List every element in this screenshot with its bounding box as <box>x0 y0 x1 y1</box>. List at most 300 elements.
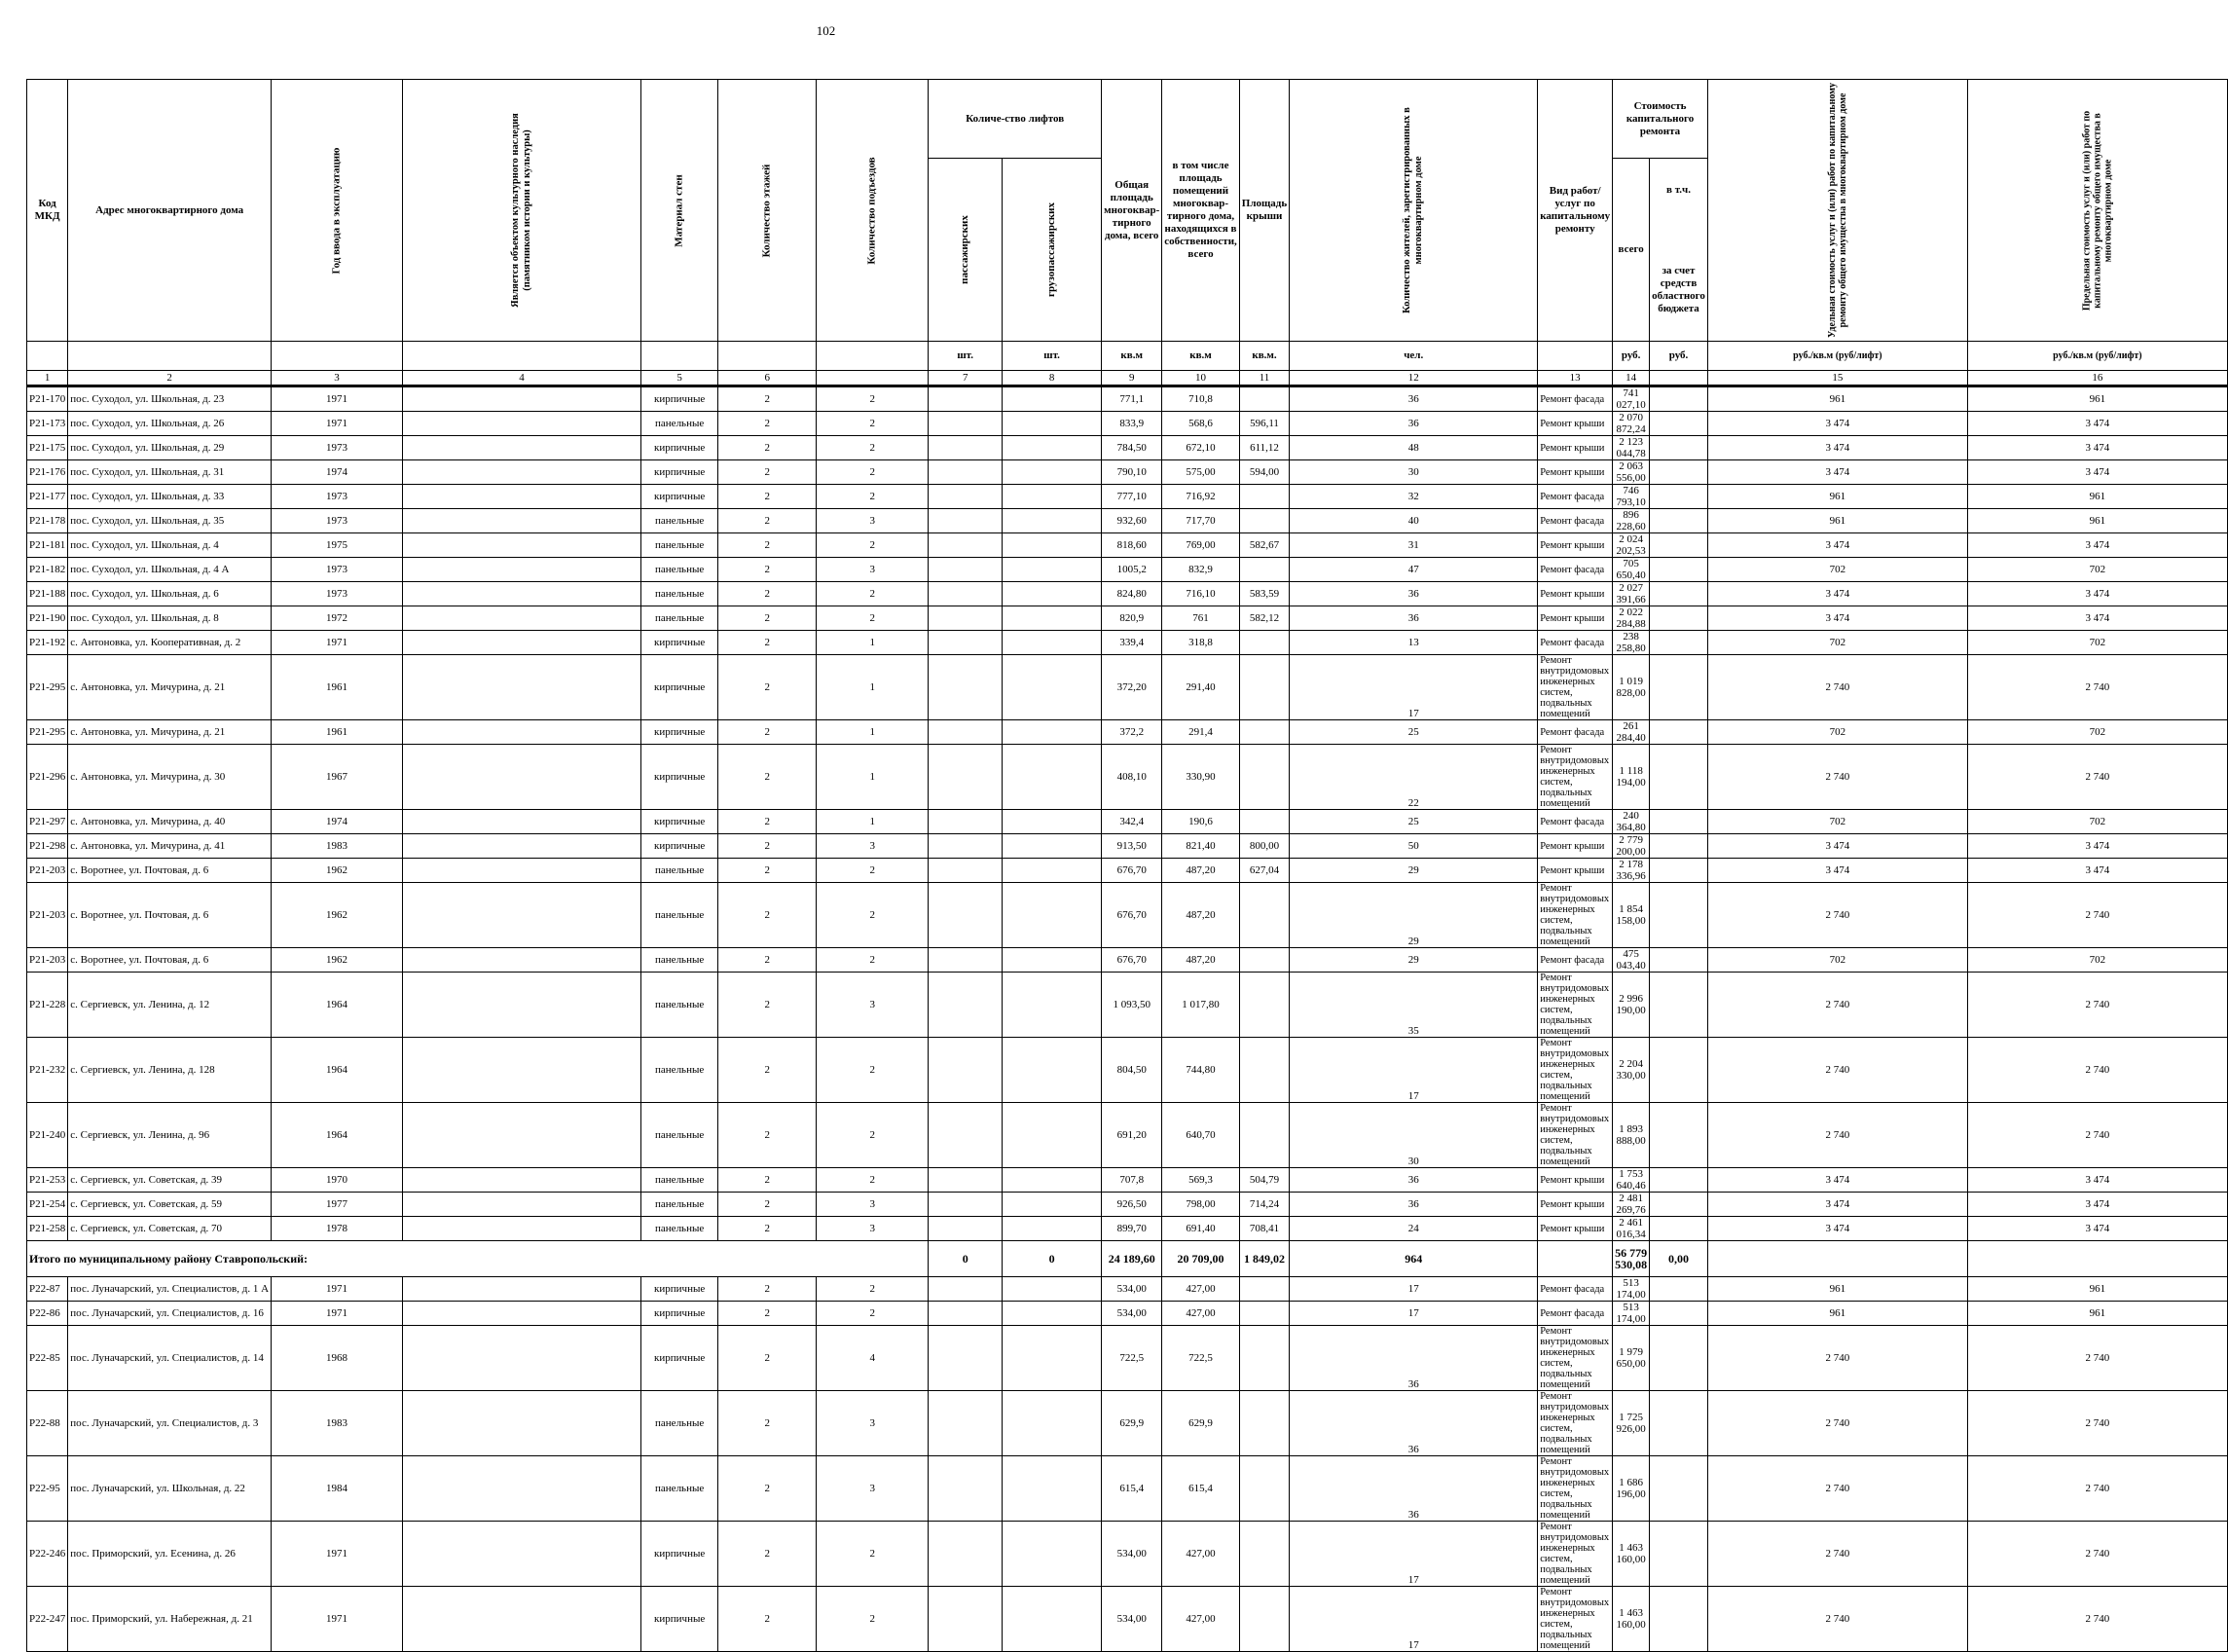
header-lifts-pass <box>929 159 1003 342</box>
cell-roof-area: 504,79 <box>1239 1168 1289 1193</box>
cell-total-area: 676,70 <box>1102 859 1162 883</box>
cell-owned-area: 575,00 <box>1162 460 1240 485</box>
cell-roof-area: 627,04 <box>1239 859 1289 883</box>
cell-cost-regional <box>1650 1391 1708 1456</box>
cell-work-type: Ремонт внутридомовых инженерных систем, подвальных помещений <box>1538 1456 1613 1522</box>
header-residents-text: Количество жителей, зарегистрированных в многоквартирном доме <box>1402 107 1425 313</box>
cell-work-type: Ремонт внутридомовых инженерных систем, подвальных помещений <box>1538 1103 1613 1168</box>
cell-code: P21-295 <box>27 655 68 720</box>
header-max-cost <box>1967 80 2227 342</box>
cell-lifts-cargo <box>1003 883 1102 948</box>
cell-lifts-cargo <box>1003 745 1102 810</box>
cell-owned-area: 427,00 <box>1162 1302 1240 1326</box>
unit-max-cost: руб./кв.м (руб/лифт) <box>1967 342 2227 371</box>
cell-address: пос. Приморский, ул. Набережная, д. 21 <box>68 1587 272 1652</box>
header-material <box>640 80 717 342</box>
repair-registry-table <box>26 79 2228 1652</box>
cell-material: панельные <box>640 606 717 631</box>
cell-floors: 2 <box>718 883 817 948</box>
cell-cost-regional <box>1650 1456 1708 1522</box>
cell-heritage <box>402 1326 640 1391</box>
cell-residents: 36 <box>1290 386 1538 412</box>
cell-residents: 36 <box>1290 606 1538 631</box>
cell-code: P21-295 <box>27 720 68 745</box>
cell-heritage <box>402 1391 640 1456</box>
cell-max-cost: 2 740 <box>1967 1391 2227 1456</box>
cell-owned-area: 716,10 <box>1162 582 1240 606</box>
cell-cost-regional <box>1650 1326 1708 1391</box>
cell-cost-regional <box>1650 859 1708 883</box>
column-number: 12 <box>1290 371 1538 386</box>
cell-owned-area: 716,92 <box>1162 485 1240 509</box>
cell-lifts-cargo <box>1003 412 1102 436</box>
total-unit-cost <box>1707 1241 1967 1277</box>
table-row <box>27 973 2228 1038</box>
cell-unit-cost: 3 474 <box>1707 834 1967 859</box>
cell-heritage <box>402 436 640 460</box>
cell-total-area: 784,50 <box>1102 436 1162 460</box>
cell-residents: 31 <box>1290 533 1538 558</box>
cell-work-type: Ремонт внутридомовых инженерных систем, подвальных помещений <box>1538 745 1613 810</box>
cell-entrances: 3 <box>817 1456 929 1522</box>
header-entrances <box>817 80 929 342</box>
cell-lifts-pass <box>929 834 1003 859</box>
cell-entrances: 2 <box>817 485 929 509</box>
cell-residents: 36 <box>1290 1326 1538 1391</box>
table-row <box>27 655 2228 720</box>
cell-unit-cost: 3 474 <box>1707 606 1967 631</box>
cell-lifts-cargo <box>1003 1391 1102 1456</box>
cell-roof-area <box>1239 973 1289 1038</box>
cell-code: P22-86 <box>27 1302 68 1326</box>
cell-lifts-pass <box>929 1168 1003 1193</box>
total-lifts-cargo: 0 <box>1003 1241 1102 1277</box>
cell-cost-regional <box>1650 883 1708 948</box>
cell-cost-total: 2 178 336,96 <box>1613 859 1650 883</box>
cell-roof-area <box>1239 1456 1289 1522</box>
cell-work-type: Ремонт фасада <box>1538 558 1613 582</box>
cell-lifts-cargo <box>1003 582 1102 606</box>
table-row <box>27 606 2228 631</box>
cell-owned-area: 330,90 <box>1162 745 1240 810</box>
table-row <box>27 720 2228 745</box>
cell-max-cost: 702 <box>1967 810 2227 834</box>
cell-total-area: 629,9 <box>1102 1391 1162 1456</box>
cell-heritage <box>402 834 640 859</box>
cell-unit-cost: 702 <box>1707 631 1967 655</box>
cell-floors: 2 <box>718 1391 817 1456</box>
cell-max-cost: 3 474 <box>1967 582 2227 606</box>
cell-residents: 36 <box>1290 1193 1538 1217</box>
cell-address: с. Антоновка, ул. Мичурина, д. 41 <box>68 834 272 859</box>
cell-heritage <box>402 883 640 948</box>
cell-residents: 17 <box>1290 1522 1538 1587</box>
cell-year: 1961 <box>272 655 403 720</box>
cell-residents: 25 <box>1290 720 1538 745</box>
cell-entrances: 2 <box>817 533 929 558</box>
cell-lifts-cargo <box>1003 1168 1102 1193</box>
cell-floors: 2 <box>718 509 817 533</box>
cell-residents: 36 <box>1290 412 1538 436</box>
cell-year: 1962 <box>272 883 403 948</box>
cell-floors: 2 <box>718 460 817 485</box>
header-cost-regional <box>1650 159 1708 342</box>
cell-entrances: 1 <box>817 745 929 810</box>
cell-cost-total: 1 463 160,00 <box>1613 1522 1650 1587</box>
cell-heritage <box>402 1587 640 1652</box>
cell-lifts-pass <box>929 533 1003 558</box>
cell-lifts-pass <box>929 460 1003 485</box>
table-row <box>27 460 2228 485</box>
cell-lifts-pass <box>929 485 1003 509</box>
cell-entrances: 1 <box>817 655 929 720</box>
table-row <box>27 485 2228 509</box>
cell-lifts-pass <box>929 1391 1003 1456</box>
cell-material: кирпичные <box>640 1277 717 1302</box>
cell-year: 1974 <box>272 810 403 834</box>
header-address: Адрес многоквартирного дома <box>68 80 272 342</box>
cell-floors: 2 <box>718 1038 817 1103</box>
cell-max-cost: 702 <box>1967 631 2227 655</box>
cell-owned-area: 487,20 <box>1162 883 1240 948</box>
cell-cost-total: 2 022 284,88 <box>1613 606 1650 631</box>
cell-year: 1971 <box>272 1587 403 1652</box>
cell-year: 1971 <box>272 1302 403 1326</box>
cell-code: P21-254 <box>27 1193 68 1217</box>
cell-cost-regional <box>1650 485 1708 509</box>
cell-cost-total: 261 284,40 <box>1613 720 1650 745</box>
cell-owned-area: 1 017,80 <box>1162 973 1240 1038</box>
table-row <box>27 1391 2228 1456</box>
cell-lifts-cargo <box>1003 1193 1102 1217</box>
cell-roof-area: 800,00 <box>1239 834 1289 859</box>
cell-owned-area: 821,40 <box>1162 834 1240 859</box>
cell-material: панельные <box>640 412 717 436</box>
table-row <box>27 631 2228 655</box>
cell-cost-total: 1 854 158,00 <box>1613 883 1650 948</box>
column-number: 6 <box>718 371 817 386</box>
cell-lifts-cargo <box>1003 485 1102 509</box>
cell-roof-area <box>1239 1587 1289 1652</box>
cell-floors: 2 <box>718 1326 817 1391</box>
cell-floors: 2 <box>718 720 817 745</box>
cell-work-type: Ремонт фасада <box>1538 485 1613 509</box>
cell-unit-cost: 3 474 <box>1707 533 1967 558</box>
cell-material: панельные <box>640 948 717 973</box>
cell-total-area: 790,10 <box>1102 460 1162 485</box>
cell-floors: 2 <box>718 436 817 460</box>
cell-unit-cost: 702 <box>1707 558 1967 582</box>
total-total-area: 24 189,60 <box>1102 1241 1162 1277</box>
cell-lifts-cargo <box>1003 1217 1102 1241</box>
cell-max-cost: 702 <box>1967 720 2227 745</box>
cell-work-type: Ремонт крыши <box>1538 533 1613 558</box>
cell-cost-total: 238 258,80 <box>1613 631 1650 655</box>
cell-heritage <box>402 606 640 631</box>
cell-total-area: 676,70 <box>1102 948 1162 973</box>
table-row <box>27 558 2228 582</box>
cell-work-type: Ремонт фасада <box>1538 1302 1613 1326</box>
cell-cost-total: 2 123 044,78 <box>1613 436 1650 460</box>
cell-work-type: Ремонт внутридомовых инженерных систем, подвальных помещений <box>1538 1522 1613 1587</box>
cell-roof-area <box>1239 720 1289 745</box>
cell-work-type: Ремонт крыши <box>1538 1168 1613 1193</box>
cell-total-area: 707,8 <box>1102 1168 1162 1193</box>
cell-material: кирпичные <box>640 810 717 834</box>
column-number: 8 <box>1003 371 1102 386</box>
cell-address: пос. Луначарский, ул. Специалистов, д. 1 А <box>68 1277 272 1302</box>
cell-floors: 2 <box>718 745 817 810</box>
cell-address: с. Воротнее, ул. Почтовая, д. 6 <box>68 883 272 948</box>
cell-lifts-pass <box>929 810 1003 834</box>
cell-owned-area: 798,00 <box>1162 1193 1240 1217</box>
cell-lifts-pass <box>929 606 1003 631</box>
cell-work-type: Ремонт фасада <box>1538 948 1613 973</box>
cell-work-type: Ремонт фасада <box>1538 509 1613 533</box>
cell-unit-cost: 3 474 <box>1707 1193 1967 1217</box>
total-row <box>27 1241 2228 1277</box>
cell-total-area: 534,00 <box>1102 1587 1162 1652</box>
cell-entrances: 2 <box>817 436 929 460</box>
column-number <box>817 371 929 386</box>
cell-lifts-cargo <box>1003 655 1102 720</box>
cell-lifts-cargo <box>1003 720 1102 745</box>
cell-roof-area: 583,59 <box>1239 582 1289 606</box>
cell-lifts-cargo <box>1003 834 1102 859</box>
cell-material: панельные <box>640 582 717 606</box>
cell-owned-area: 710,8 <box>1162 386 1240 412</box>
cell-cost-regional <box>1650 720 1708 745</box>
column-number: 5 <box>640 371 717 386</box>
cell-max-cost: 961 <box>1967 509 2227 533</box>
cell-cost-total: 1 686 196,00 <box>1613 1456 1650 1522</box>
cell-lifts-cargo <box>1003 1038 1102 1103</box>
cell-code: P21-258 <box>27 1217 68 1241</box>
cell-entrances: 2 <box>817 1302 929 1326</box>
cell-heritage <box>402 386 640 412</box>
cell-year: 1984 <box>272 1456 403 1522</box>
cell-work-type: Ремонт внутридомовых инженерных систем, подвальных помещений <box>1538 1391 1613 1456</box>
cell-unit-cost: 3 474 <box>1707 1217 1967 1241</box>
cell-max-cost: 2 740 <box>1967 745 2227 810</box>
cell-lifts-pass <box>929 1103 1003 1168</box>
cell-roof-area <box>1239 1326 1289 1391</box>
cell-cost-total: 1 753 640,46 <box>1613 1168 1650 1193</box>
cell-roof-area <box>1239 1522 1289 1587</box>
cell-owned-area: 291,40 <box>1162 655 1240 720</box>
cell-lifts-cargo <box>1003 1302 1102 1326</box>
cell-material: панельные <box>640 973 717 1038</box>
cell-floors: 2 <box>718 810 817 834</box>
cell-unit-cost: 961 <box>1707 509 1967 533</box>
cell-roof-area <box>1239 558 1289 582</box>
cell-entrances: 3 <box>817 1391 929 1456</box>
cell-unit-cost: 702 <box>1707 810 1967 834</box>
cell-owned-area: 427,00 <box>1162 1277 1240 1302</box>
cell-lifts-pass <box>929 558 1003 582</box>
cell-material: панельные <box>640 558 717 582</box>
cell-address: пос. Суходол, ул. Школьная, д. 4 <box>68 533 272 558</box>
cell-lifts-cargo <box>1003 386 1102 412</box>
total-work-type <box>1538 1241 1613 1277</box>
cell-lifts-cargo <box>1003 631 1102 655</box>
cell-work-type: Ремонт крыши <box>1538 460 1613 485</box>
cell-total-area: 339,4 <box>1102 631 1162 655</box>
cell-residents: 17 <box>1290 655 1538 720</box>
cell-total-area: 1 093,50 <box>1102 973 1162 1038</box>
cell-unit-cost: 2 740 <box>1707 1587 1967 1652</box>
cell-lifts-cargo <box>1003 948 1102 973</box>
cell-material: кирпичные <box>640 1326 717 1391</box>
units-row <box>27 342 2228 371</box>
cell-address: с. Антоновка, ул. Кооперативная, д. 2 <box>68 631 272 655</box>
cell-code: P21-203 <box>27 859 68 883</box>
cell-max-cost: 2 740 <box>1967 1456 2227 1522</box>
cell-material: кирпичные <box>640 460 717 485</box>
cell-lifts-pass <box>929 386 1003 412</box>
cell-roof-area: 596,11 <box>1239 412 1289 436</box>
cell-lifts-cargo <box>1003 1456 1102 1522</box>
header-owned-area: в том числе площадь помещений многоквар-тирного дома, находящихся в собственности, всего <box>1162 80 1240 342</box>
cell-lifts-pass <box>929 655 1003 720</box>
cell-address: с. Сергиевск, ул. Ленина, д. 128 <box>68 1038 272 1103</box>
cell-lifts-pass <box>929 631 1003 655</box>
cell-material: панельные <box>640 1217 717 1241</box>
column-number: 16 <box>1967 371 2227 386</box>
cell-entrances: 2 <box>817 460 929 485</box>
cell-floors: 2 <box>718 1587 817 1652</box>
cell-unit-cost: 2 740 <box>1707 655 1967 720</box>
cell-material: кирпичные <box>640 834 717 859</box>
cell-max-cost: 961 <box>1967 485 2227 509</box>
cell-code: P21-298 <box>27 834 68 859</box>
cell-owned-area: 672,10 <box>1162 436 1240 460</box>
cell-work-type: Ремонт внутридомовых инженерных систем, подвальных помещений <box>1538 1326 1613 1391</box>
table-row <box>27 883 2228 948</box>
cell-code: P21-203 <box>27 883 68 948</box>
cell-owned-area: 569,3 <box>1162 1168 1240 1193</box>
cell-floors: 2 <box>718 973 817 1038</box>
cell-cost-regional <box>1650 948 1708 973</box>
cell-max-cost: 961 <box>1967 1302 2227 1326</box>
cell-total-area: 818,60 <box>1102 533 1162 558</box>
cell-lifts-pass <box>929 1217 1003 1241</box>
cell-roof-area <box>1239 745 1289 810</box>
cell-floors: 2 <box>718 485 817 509</box>
cell-owned-area: 615,4 <box>1162 1456 1240 1522</box>
cell-work-type: Ремонт внутридомовых инженерных систем, подвальных помещений <box>1538 1587 1613 1652</box>
cell-code: P21-178 <box>27 509 68 533</box>
cell-cost-regional <box>1650 1522 1708 1587</box>
cell-cost-regional <box>1650 1302 1708 1326</box>
table-row <box>27 1103 2228 1168</box>
cell-address: пос. Суходол, ул. Школьная, д. 33 <box>68 485 272 509</box>
table-row <box>27 533 2228 558</box>
cell-year: 1973 <box>272 436 403 460</box>
cell-residents: 17 <box>1290 1038 1538 1103</box>
cell-unit-cost: 702 <box>1707 720 1967 745</box>
cell-work-type: Ремонт внутридомовых инженерных систем, подвальных помещений <box>1538 1038 1613 1103</box>
cell-residents: 40 <box>1290 509 1538 533</box>
cell-code: P21-190 <box>27 606 68 631</box>
cell-residents: 29 <box>1290 883 1538 948</box>
cell-lifts-pass <box>929 1522 1003 1587</box>
cell-floors: 2 <box>718 631 817 655</box>
table-row <box>27 412 2228 436</box>
unit-lifts-pass: шт. <box>929 342 1003 371</box>
cell-year: 1977 <box>272 1193 403 1217</box>
header-max-cost-text: Предельная стоимость услуг и (или) работ по капитальному ремонту общего имущества в многоквартирном доме <box>2081 110 2114 311</box>
cell-lifts-pass <box>929 436 1003 460</box>
column-number: 3 <box>272 371 403 386</box>
cell-residents: 29 <box>1290 859 1538 883</box>
cell-max-cost: 2 740 <box>1967 1103 2227 1168</box>
cell-owned-area: 722,5 <box>1162 1326 1240 1391</box>
table-body <box>27 386 2228 1652</box>
column-number: 15 <box>1707 371 1967 386</box>
table-row <box>27 509 2228 533</box>
cell-code: P21-228 <box>27 973 68 1038</box>
cell-lifts-pass <box>929 1038 1003 1103</box>
cell-work-type: Ремонт фасада <box>1538 810 1613 834</box>
cell-unit-cost: 702 <box>1707 948 1967 973</box>
cell-residents: 36 <box>1290 1168 1538 1193</box>
cell-year: 1978 <box>272 1217 403 1241</box>
cell-year: 1968 <box>272 1326 403 1391</box>
cell-entrances: 2 <box>817 386 929 412</box>
cell-work-type: Ремонт фасада <box>1538 720 1613 745</box>
cell-total-area: 913,50 <box>1102 834 1162 859</box>
cell-cost-regional <box>1650 533 1708 558</box>
cell-cost-total: 2 779 200,00 <box>1613 834 1650 859</box>
table-row <box>27 1326 2228 1391</box>
cell-material: кирпичные <box>640 745 717 810</box>
cell-code: P21-232 <box>27 1038 68 1103</box>
cell-cost-total: 2 204 330,00 <box>1613 1038 1650 1103</box>
cell-owned-area: 427,00 <box>1162 1587 1240 1652</box>
header-year <box>272 80 403 342</box>
cell-address: пос. Суходол, ул. Школьная, д. 8 <box>68 606 272 631</box>
total-max-cost <box>1967 1241 2227 1277</box>
unit-cost-regional: руб. <box>1650 342 1708 371</box>
cell-material: кирпичные <box>640 1587 717 1652</box>
cell-max-cost: 2 740 <box>1967 1587 2227 1652</box>
cell-code: P21-170 <box>27 386 68 412</box>
unit-total-area: кв.м <box>1102 342 1162 371</box>
cell-code: P22-247 <box>27 1587 68 1652</box>
cell-cost-total: 746 793,10 <box>1613 485 1650 509</box>
cell-cost-total: 2 024 202,53 <box>1613 533 1650 558</box>
cell-code: P21-181 <box>27 533 68 558</box>
cell-code: P21-297 <box>27 810 68 834</box>
cell-code: P21-182 <box>27 558 68 582</box>
cell-cost-regional <box>1650 558 1708 582</box>
cell-heritage <box>402 1302 640 1326</box>
cell-residents: 29 <box>1290 948 1538 973</box>
cell-total-area: 804,50 <box>1102 1038 1162 1103</box>
cell-residents: 30 <box>1290 1103 1538 1168</box>
cell-cost-total: 513 174,00 <box>1613 1302 1650 1326</box>
cell-work-type: Ремонт крыши <box>1538 582 1613 606</box>
cell-lifts-cargo <box>1003 436 1102 460</box>
cell-work-type: Ремонт крыши <box>1538 859 1613 883</box>
cell-residents: 25 <box>1290 810 1538 834</box>
cell-work-type: Ремонт крыши <box>1538 606 1613 631</box>
cell-unit-cost: 2 740 <box>1707 973 1967 1038</box>
cell-lifts-pass <box>929 1277 1003 1302</box>
header-roof-area: Площадь крыши <box>1239 80 1289 342</box>
column-numbers-row <box>27 371 2228 386</box>
